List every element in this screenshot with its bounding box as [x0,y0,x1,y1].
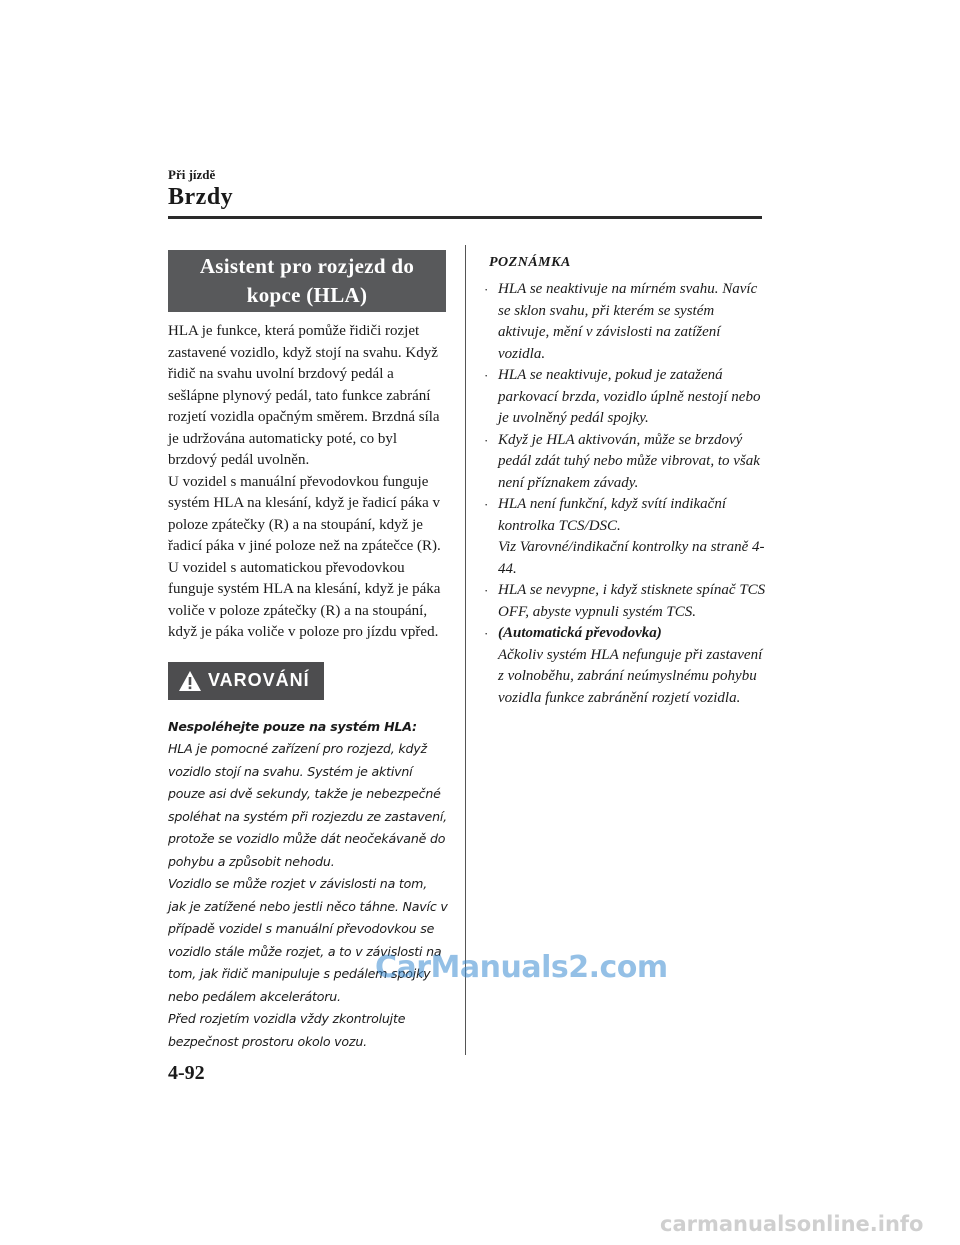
note-item-text: Ačkoliv systém HLA nefunguje při zastavení z volnoběhu, zabrání neúmyslnému pohybu vozidla funkce zabránění rozjetí vozidla. [498,646,763,706]
left-column [168,250,448,1053]
column-divider [465,245,466,1055]
page-number: 4-92 [168,1062,205,1084]
header-rule [168,216,762,219]
note-item [484,494,769,580]
article-paragraph: HLA je funkce, která pomůže řidiči rozjet zastavené vozidlo, když stojí na svahu. Když řidič na svahu uvolní brzdový pedál a sešlápne plynový pedál, tato funkce zabrání rozjetí vozidla opačným směrem. Brzdná síla je udržována automaticky poté, co byl brzdový pedál uvolněn. [168,323,440,468]
article-paragraph: U vozidel s manuální převodovkou funguje systém HLA na klesání, když je řadicí páka v poloze zpátečky (R) a na stoupání, když je řadicí páka v jiné poloze než na zpátečce (R). [168,473,441,554]
note-item-heading: (Automatická převodovka) [498,625,662,641]
note-item-reference: Viz Varovné/indikační kontrolky na straně 4-44. [498,539,765,577]
warning-paragraph: Vozidlo se může rozjet v závislosti na tom, jak je zatížené nebo jestli něco táhne. Navíc v případě vozidel s manuální převodovkou se vozidlo stále může rozjet, a to v závislosti na tom, jak řidič manipuluje s pedálem spojky nebo pedálem akcelerátoru. [168,876,448,1004]
warning-triangle-icon [178,670,202,692]
note-item [484,623,769,709]
note-item-text: HLA se nevypne, i když stisknete spínač TCS OFF, abyste vypnuli systém TCS. [498,582,766,620]
article-paragraph: U vozidel s automatickou převodovkou funguje systém HLA na klesání, když je páka voliče v poloze zpátečky (R) a na stoupání, když je páka voliče v poloze pro jízdu vpřed. [168,559,441,640]
bullet-icon: · [484,368,489,383]
note-item [484,365,769,430]
bullet-icon: · [484,282,489,297]
note-item-text: Když je HLA aktivován, může se brzdový pedál zdát tuhý nebo může vibrovat, to však není příznakem závady. [498,431,760,491]
note-title: POZNÁMKA [489,255,571,270]
bullet-icon: · [484,626,489,641]
right-column [484,250,769,709]
section-label: Při jízdě [168,167,216,182]
warning-badge [168,662,324,700]
page-heading: Brzdy [168,184,234,210]
bullet-icon: · [484,583,489,598]
note-item [484,279,769,365]
bullet-icon: · [484,432,489,448]
warning-block [168,662,448,1054]
warning-text [168,716,448,1054]
note-list [484,279,769,709]
warning-label: VAROVÁNÍ [208,670,310,690]
warning-heading: Nespoléhejte pouze na systém HLA: [168,718,417,734]
footer-site-watermark: carmanualsonline.info [660,1212,924,1236]
article-body [168,321,448,644]
note-item-text: HLA se neaktivuje, pokud je zatažená parkovací brzda, vozidlo úplně nestojí nebo je uvolněný pedál spojky. [498,367,761,426]
warning-paragraph: HLA je pomocné zařízení pro rozjezd, když vozidlo stojí na svahu. Systém je aktivní pouze asi dvě sekundy, takže je nebezpečné spoléhat na systém při rozjezdu ze zastavení, protože se vozidlo může dát neočekávaně do pohybu a způsobit nehodu. [168,741,447,869]
note-item [484,580,769,623]
watermark-logo: CarManuals2.com [375,950,668,985]
note-item-text: HLA se neaktivuje na mírném svahu. Navíc se sklon svahu, při kterém se systém aktivuje, mění v závislosti na zatížení vozidla. [498,281,758,362]
note-item [484,430,769,495]
bullet-icon: · [484,497,489,512]
note-item-text: HLA není funkční, když svítí indikační kontrolka TCS/DSC. [498,496,727,534]
warning-paragraph: Před rozjetím vozidla vždy zkontrolujte bezpečnost prostoru okolo vozu. [168,1011,406,1049]
article-title: Asistent pro rozjezd do kopce (HLA) [168,250,446,312]
